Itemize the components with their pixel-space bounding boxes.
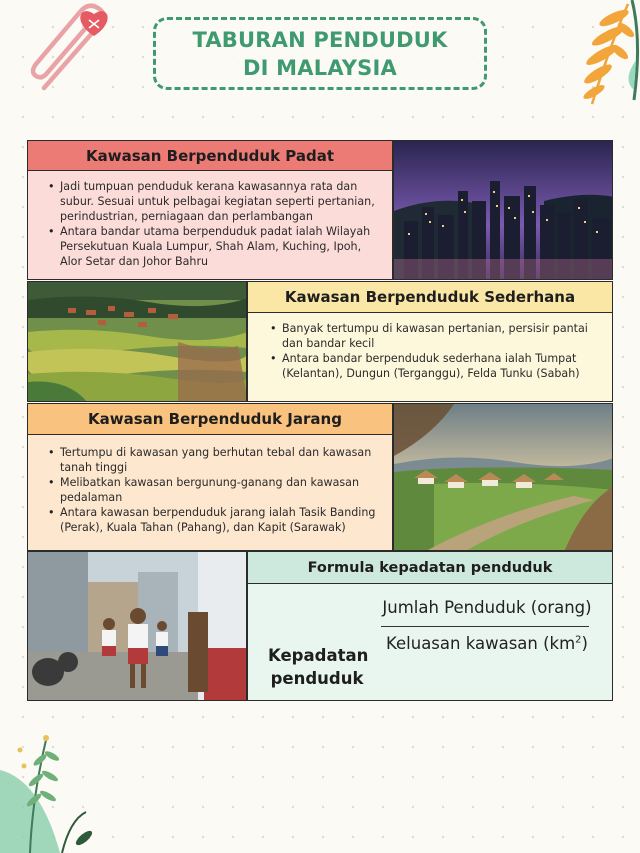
denominator-close: ) bbox=[581, 634, 588, 653]
school-children-image bbox=[27, 551, 247, 701]
sederhana-panel bbox=[247, 281, 613, 402]
list-item: • Jadi tumpuan penduduk kerana kawasannya rata dan subur. Sesuai untuk pelbagai kegiatan seperti pertanian, perindustrian, perniagaan dan perlambangan bbox=[48, 179, 380, 224]
jarang-panel bbox=[27, 403, 393, 551]
highland-huts-image bbox=[393, 403, 613, 551]
title-box bbox=[153, 17, 487, 90]
sederhana-list bbox=[270, 321, 600, 381]
padat-heading: Kawasan Berpenduduk Padat bbox=[28, 141, 392, 171]
sederhana-heading: Kawasan Berpenduduk Sederhana bbox=[248, 282, 612, 313]
formula-numerator: Jumlah Penduduk (orang) bbox=[382, 598, 592, 617]
jarang-list bbox=[48, 445, 380, 535]
formula-panel bbox=[247, 551, 613, 701]
denominator-text: Keluasan kawasan (km bbox=[386, 634, 576, 653]
page-title-line1: TABURAN PENDUDUK bbox=[192, 27, 448, 52]
list-item: • Melibatkan kawasan bergunung-ganang dan kawasan pedalaman bbox=[48, 475, 380, 505]
green-leaf-icon bbox=[0, 720, 100, 853]
padat-panel bbox=[27, 140, 393, 280]
denominator-exponent: 2 bbox=[575, 634, 582, 646]
formula-label bbox=[268, 644, 369, 690]
list-item: • Antara kawasan berpenduduk jarang ialah Tasik Banding (Perak), Kuala Tahan (Pahang), dan Kapit (Sarawak) bbox=[48, 505, 380, 535]
orange-leaf-icon bbox=[572, 0, 640, 110]
list-item: • Tertumpu di kawasan yang berhutan tebal dan kawasan tanah tinggi bbox=[48, 445, 380, 475]
list-item: • Antara bandar utama berpenduduk padat ialah Wilayah Persekutuan Kuala Lumpur, Shah Alam, Kuching, Ipoh, Alor Setar dan Johor Bahru bbox=[48, 224, 380, 269]
formula-denominator bbox=[378, 634, 596, 653]
formula-heading: Formula kepadatan penduduk bbox=[248, 552, 612, 584]
city-night-image bbox=[393, 140, 613, 280]
fraction-line bbox=[381, 626, 589, 627]
padat-list bbox=[48, 179, 380, 269]
village-terrace-image bbox=[27, 281, 247, 402]
paperclip-heart-icon bbox=[22, 2, 117, 97]
list-item: • Antara bandar berpenduduk sederhana ialah Tumpat (Kelantan), Dungun (Terganggu), Felda Tunku (Sabah) bbox=[270, 351, 600, 381]
formula-label-line2: penduduk bbox=[270, 669, 364, 688]
list-item: • Banyak tertumpu di kawasan pertanian, persisir pantai dan bandar kecil bbox=[270, 321, 600, 351]
page-title-line2: DI MALAYSIA bbox=[243, 55, 397, 80]
jarang-heading: Kawasan Berpenduduk Jarang bbox=[28, 404, 392, 435]
formula-label-line1: Kepadatan bbox=[268, 646, 369, 665]
